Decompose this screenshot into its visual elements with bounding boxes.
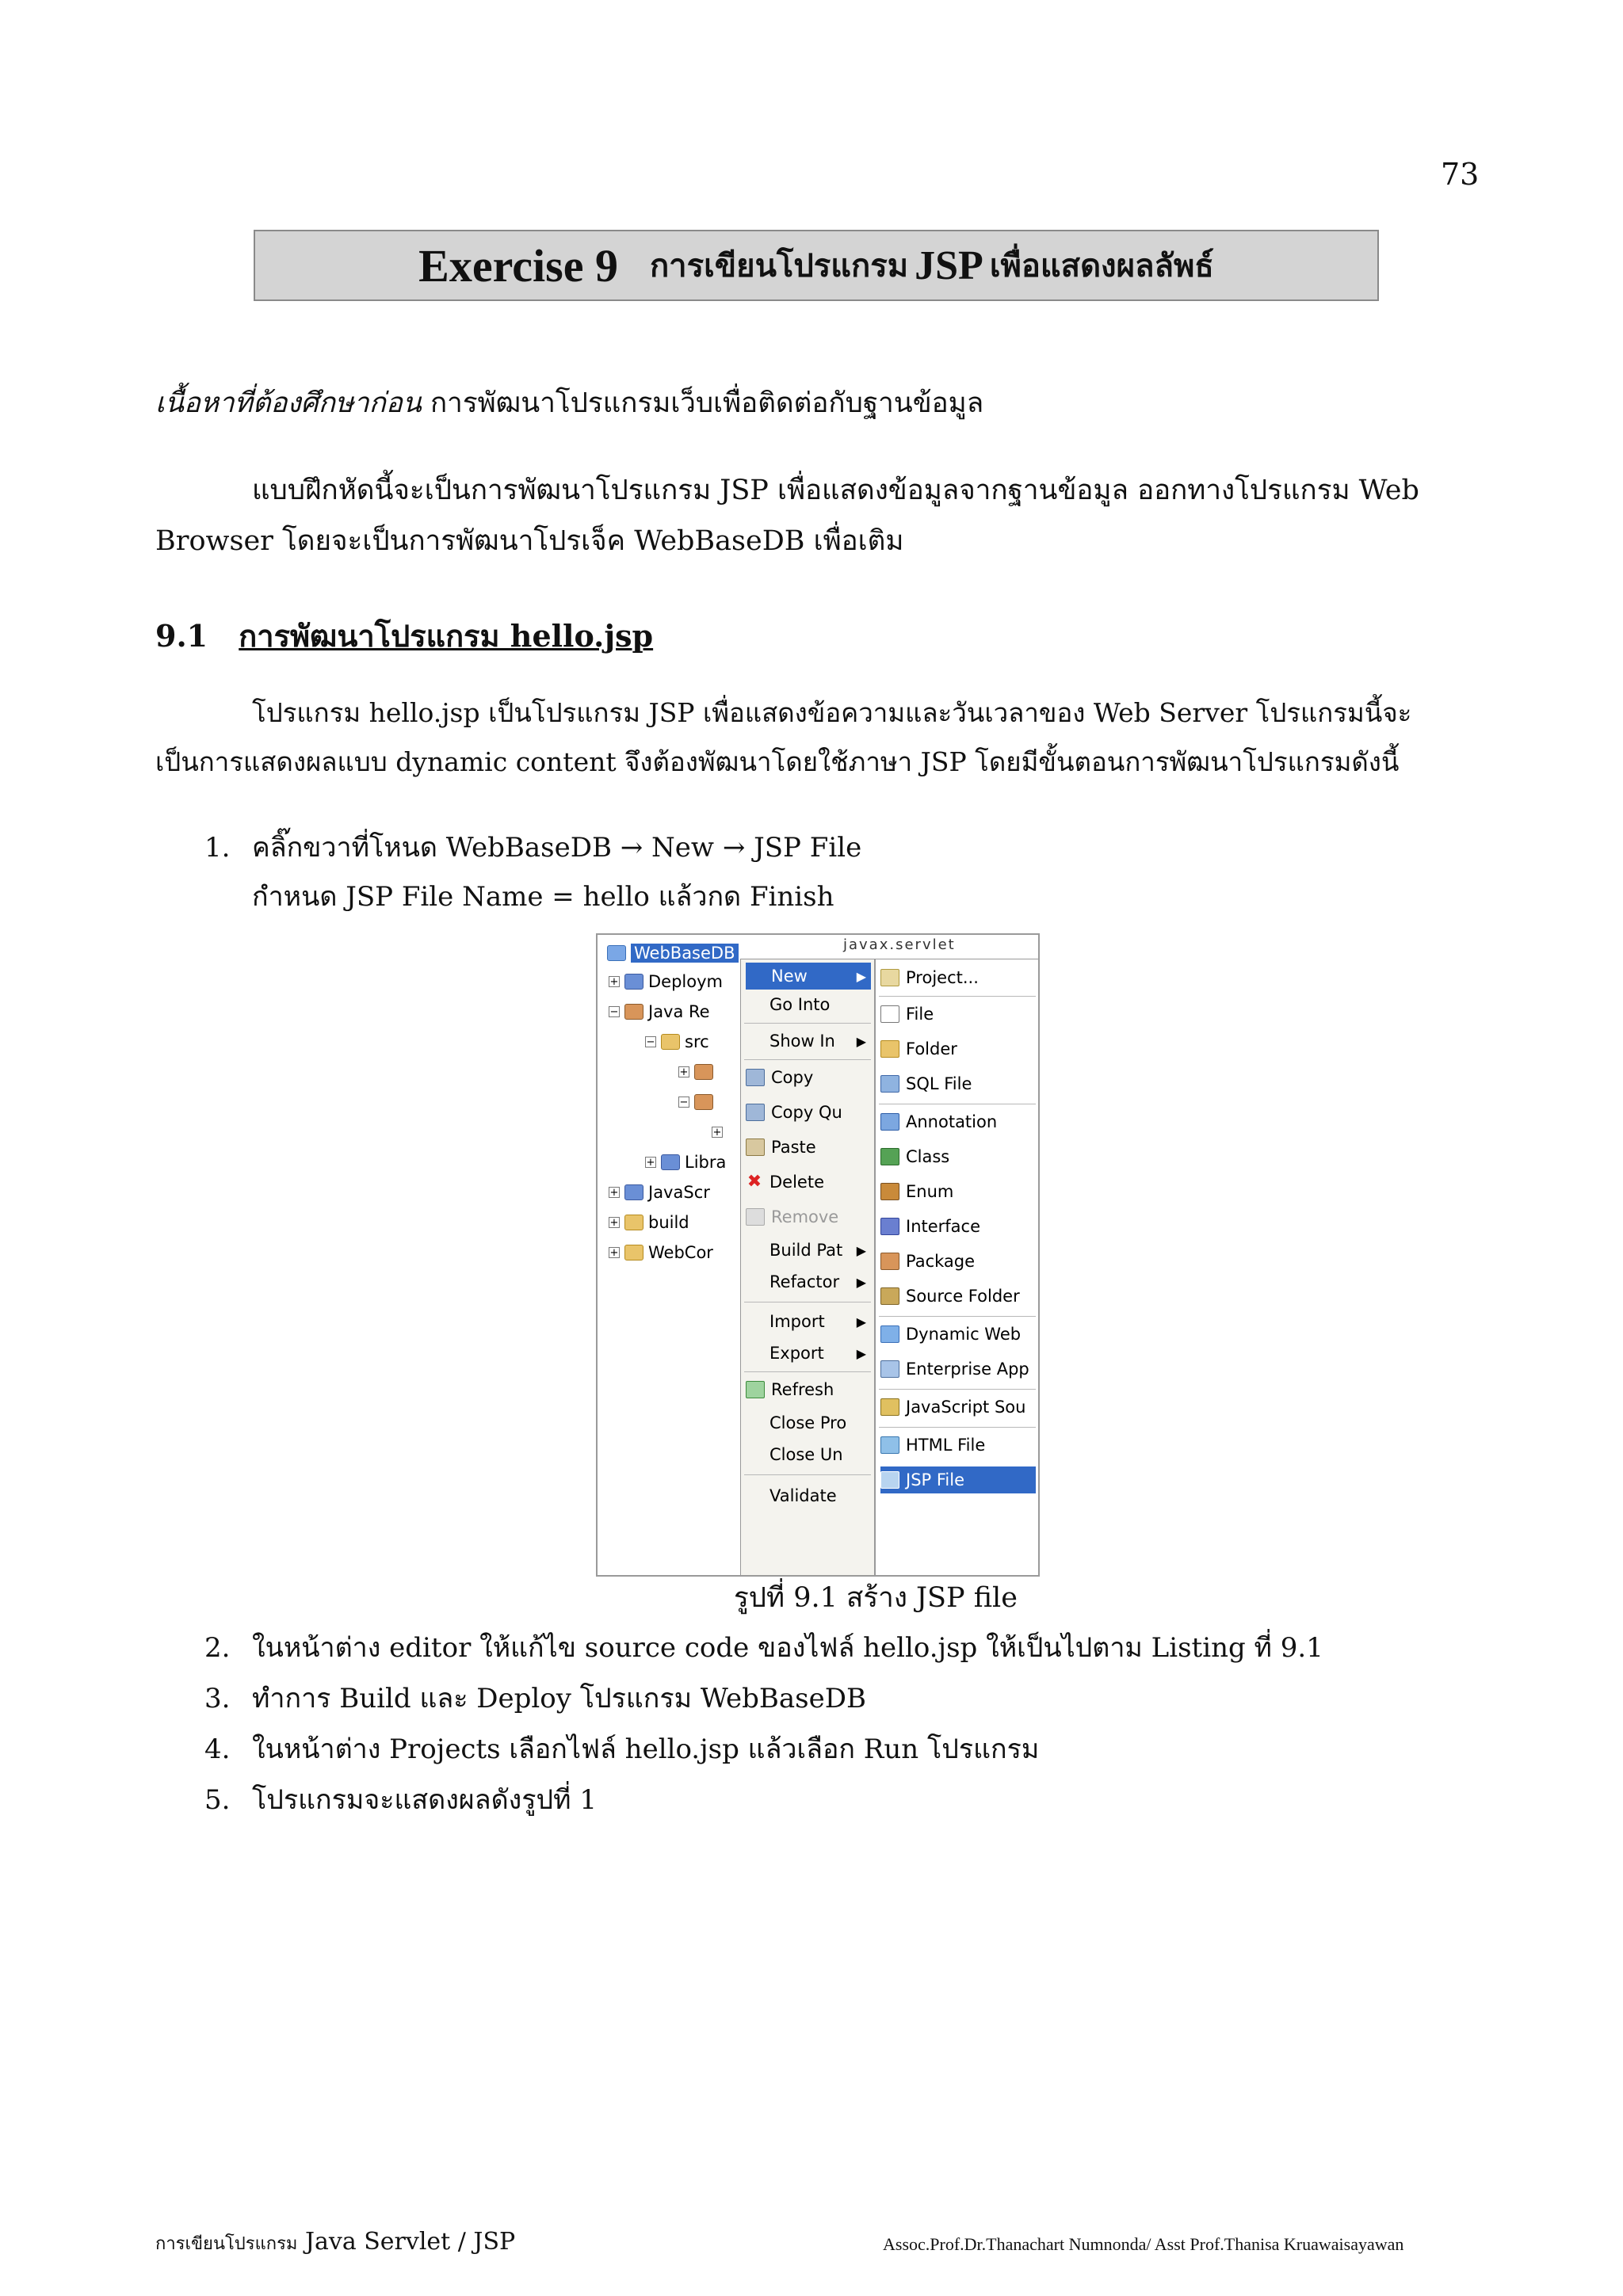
- java-resources-icon: [624, 1004, 643, 1020]
- submenu-arrow-icon: ▶: [856, 1274, 866, 1290]
- menu-item-paste[interactable]: Paste: [746, 1134, 871, 1161]
- submenu-arrow-icon: ▶: [856, 1314, 866, 1329]
- menu-item-close-project[interactable]: Close Pro: [769, 1413, 847, 1432]
- copy-icon: [746, 1069, 765, 1086]
- exercise-title-box: [254, 230, 1379, 301]
- menu-item-import[interactable]: Import ▶: [769, 1312, 866, 1331]
- new-submenu: [875, 959, 1040, 1577]
- tree-node-javascript[interactable]: + JavaScr: [609, 1183, 710, 1202]
- menu-item-close-unrelated[interactable]: Close Un: [769, 1445, 843, 1464]
- expand-icon[interactable]: +: [609, 976, 619, 988]
- html-file-icon: [880, 1436, 899, 1454]
- intro-line-1: แบบฝึกหัดนี้จะเป็นการพัฒนาโปรแกรม JSP เพื่อแสดงข้อมูลจากฐานข้อมูล ออกทางโปรแกรม Web: [252, 475, 1419, 506]
- menu-item-refactor[interactable]: Refactor ▶: [769, 1272, 866, 1291]
- submenu-arrow-icon: ▶: [856, 1033, 866, 1049]
- sql-file-icon: [880, 1075, 899, 1093]
- submenu-item-jsp-file[interactable]: JSP File: [880, 1466, 1036, 1493]
- submenu-item-source-folder[interactable]: Source Folder: [880, 1283, 1036, 1310]
- submenu-arrow-icon: ▶: [856, 1242, 866, 1258]
- page-number: 73: [1441, 157, 1480, 192]
- dynamic-web-icon: [880, 1325, 899, 1343]
- intro-line-2: Browser โดยจะเป็นการพัฒนาโปรเจ็ค WebBaseDB เพื่อเติม: [155, 525, 904, 557]
- new-project-icon: [880, 969, 899, 986]
- submenu-arrow-icon: ▶: [856, 1345, 866, 1361]
- prerequisite-line: [155, 387, 983, 420]
- submenu-item-package[interactable]: Package: [880, 1248, 1036, 1275]
- annotation-icon: [880, 1113, 899, 1131]
- menu-item-validate[interactable]: Validate: [769, 1486, 837, 1505]
- title-thai-suffix: เพื่อแสดงผลลัพธ์: [989, 247, 1214, 284]
- expand-icon[interactable]: +: [609, 1247, 619, 1259]
- folder-icon: [624, 1245, 643, 1261]
- tree-node-java-resources[interactable]: − Java Re: [609, 1002, 710, 1021]
- source-folder-icon: [880, 1287, 899, 1305]
- remove-icon: [746, 1208, 765, 1226]
- step-4: 4. ในหน้าต่าง Projects เลือกไฟล์ hello.jsp แล้วเลือก Run โปรแกรม: [204, 1733, 1040, 1765]
- step-5: 5. โปรแกรมจะแสดงผลดังรูปที่ 1: [204, 1784, 597, 1816]
- menu-item-build-path[interactable]: Build Pat ▶: [769, 1241, 866, 1260]
- expand-icon[interactable]: +: [712, 1127, 722, 1138]
- prerequisite-text: การพัฒนาโปรแกรมเว็บเพื่อติดต่อกับฐานข้อมูล: [430, 387, 984, 419]
- submenu-item-dynamic-web[interactable]: Dynamic Web: [880, 1321, 1036, 1348]
- folder-icon: [880, 1040, 899, 1058]
- menu-item-delete[interactable]: ✖ Delete: [747, 1172, 824, 1192]
- file-icon: [880, 1005, 899, 1023]
- tree-node-webbasedb[interactable]: WebBaseDB: [607, 940, 739, 967]
- src-folder-icon: [661, 1034, 680, 1050]
- jsp-file-icon: [880, 1471, 899, 1489]
- submenu-item-class[interactable]: Class: [880, 1143, 1036, 1170]
- menu-item-refresh[interactable]: Refresh: [746, 1376, 871, 1403]
- menu-item-go-into[interactable]: Go Into: [769, 995, 831, 1014]
- enterprise-app-icon: [880, 1360, 899, 1378]
- menu-item-copy[interactable]: Copy: [746, 1064, 871, 1091]
- prerequisite-label: เนื้อหาที่ต้องศึกษาก่อน: [155, 387, 422, 419]
- submenu-arrow-icon: ▶: [856, 968, 866, 984]
- footer-course: Java Servlet / JSP: [304, 2228, 516, 2256]
- submenu-item-enum[interactable]: Enum: [880, 1178, 1036, 1205]
- expand-icon[interactable]: +: [646, 1157, 655, 1169]
- submenu-item-file[interactable]: File: [880, 1001, 1036, 1028]
- section-para-line-2: เป็นการแสดงผลแบบ dynamic content จึงต้องพัฒนาโดยใช้ภาษา JSP โดยมีขั้นตอนการพัฒนาโปรแกรมดังนี้: [155, 746, 1400, 777]
- tree-node-build[interactable]: + build: [609, 1213, 689, 1232]
- tree-node-package-2[interactable]: [678, 1089, 718, 1116]
- editor-header-text: javax.servlet: [843, 936, 956, 953]
- tree-node-libraries[interactable]: + Libra: [646, 1153, 727, 1172]
- submenu-item-folder[interactable]: Folder: [880, 1035, 1036, 1062]
- package-icon: [694, 1064, 713, 1080]
- menu-item-remove: Remove: [746, 1203, 871, 1230]
- title-thai-prefix: การเขียนโปรแกรม: [649, 247, 909, 284]
- menu-item-copy-qualified[interactable]: Copy Qu: [746, 1099, 871, 1126]
- expand-icon[interactable]: +: [609, 1217, 619, 1229]
- submenu-item-project[interactable]: Project...: [880, 964, 1036, 991]
- tree-node-webcontent[interactable]: + WebCor: [609, 1243, 713, 1262]
- menu-item-new[interactable]: New ▶: [746, 963, 871, 990]
- submenu-item-annotation[interactable]: Annotation: [880, 1108, 1036, 1135]
- expand-icon[interactable]: +: [679, 1066, 689, 1078]
- context-menu-screenshot: [596, 933, 1040, 1577]
- deploy-icon: [624, 974, 643, 990]
- tree-node-src[interactable]: − src: [646, 1032, 709, 1051]
- footer-left: [155, 2228, 515, 2257]
- expand-icon[interactable]: +: [609, 1187, 619, 1199]
- javascript-icon: [624, 1184, 643, 1200]
- exercise-label: Exercise 9: [418, 239, 618, 292]
- package-icon: [694, 1094, 713, 1110]
- submenu-item-sql-file[interactable]: SQL File: [880, 1070, 1036, 1097]
- step-3: 3. ทำการ Build และ Deploy โปรแกรม WebBaseDB: [204, 1683, 866, 1714]
- collapse-icon[interactable]: −: [609, 1006, 619, 1018]
- figure-caption: รูปที่ 9.1 สร้าง JSP file: [734, 1582, 1018, 1614]
- delete-icon: ✖: [747, 1172, 762, 1192]
- menu-item-show-in[interactable]: Show In ▶: [769, 1032, 866, 1051]
- package-icon: [880, 1253, 899, 1270]
- submenu-item-html-file[interactable]: HTML File: [880, 1432, 1036, 1459]
- section-number: 9.1: [155, 618, 208, 654]
- paste-icon: [746, 1138, 765, 1156]
- tree-node-package-1[interactable]: [678, 1058, 718, 1085]
- collapse-icon[interactable]: −: [679, 1097, 689, 1108]
- refresh-icon: [746, 1381, 765, 1398]
- submenu-item-interface[interactable]: Interface: [880, 1213, 1036, 1240]
- project-icon: [607, 945, 626, 961]
- collapse-icon[interactable]: −: [646, 1036, 655, 1048]
- folder-icon: [624, 1215, 643, 1230]
- context-menu: [740, 959, 875, 1577]
- library-icon: [661, 1154, 680, 1170]
- tree-node-subitem[interactable]: [712, 1119, 727, 1146]
- section-heading: [155, 612, 653, 660]
- menu-item-export[interactable]: Export ▶: [769, 1344, 866, 1363]
- submenu-item-javascript-source[interactable]: JavaScript Sou: [880, 1394, 1036, 1421]
- step-1: 1. คลิ๊กขวาที่โหนด WebBaseDB → New → JSP File: [204, 832, 862, 864]
- footer-thai: การเขียนโปรแกรม: [155, 2234, 298, 2254]
- step-1-sub: กำหนด JSP File Name = hello แล้วกด Finish: [252, 881, 834, 913]
- interface-icon: [880, 1218, 899, 1235]
- submenu-item-enterprise-app[interactable]: Enterprise App: [880, 1356, 1036, 1383]
- step-2: 2. ในหน้าต่าง editor ให้แก้ไข source code ของไฟล์ hello.jsp ให้เป็นไปตาม Listing ที่ 9.1: [204, 1632, 1323, 1664]
- class-icon: [880, 1148, 899, 1165]
- footer-authors: Assoc.Prof.Dr.Thanachart Numnonda/ Asst Prof.Thanisa Kruawaisayawan: [883, 2234, 1404, 2254]
- javascript-source-icon: [880, 1398, 899, 1416]
- section-para-line-1: โปรแกรม hello.jsp เป็นโปรแกรม JSP เพื่อแสดงข้อความและวันเวลาของ Web Server โปรแกรมนี้จะ: [252, 697, 1412, 728]
- section-title: การพัฒนาโปรแกรม hello.jsp: [239, 618, 654, 654]
- copy-qualified-icon: [746, 1104, 765, 1121]
- title-jsp: JSP: [915, 242, 983, 288]
- enum-icon: [880, 1183, 899, 1200]
- tree-node-deploy[interactable]: + Deploym: [609, 972, 723, 991]
